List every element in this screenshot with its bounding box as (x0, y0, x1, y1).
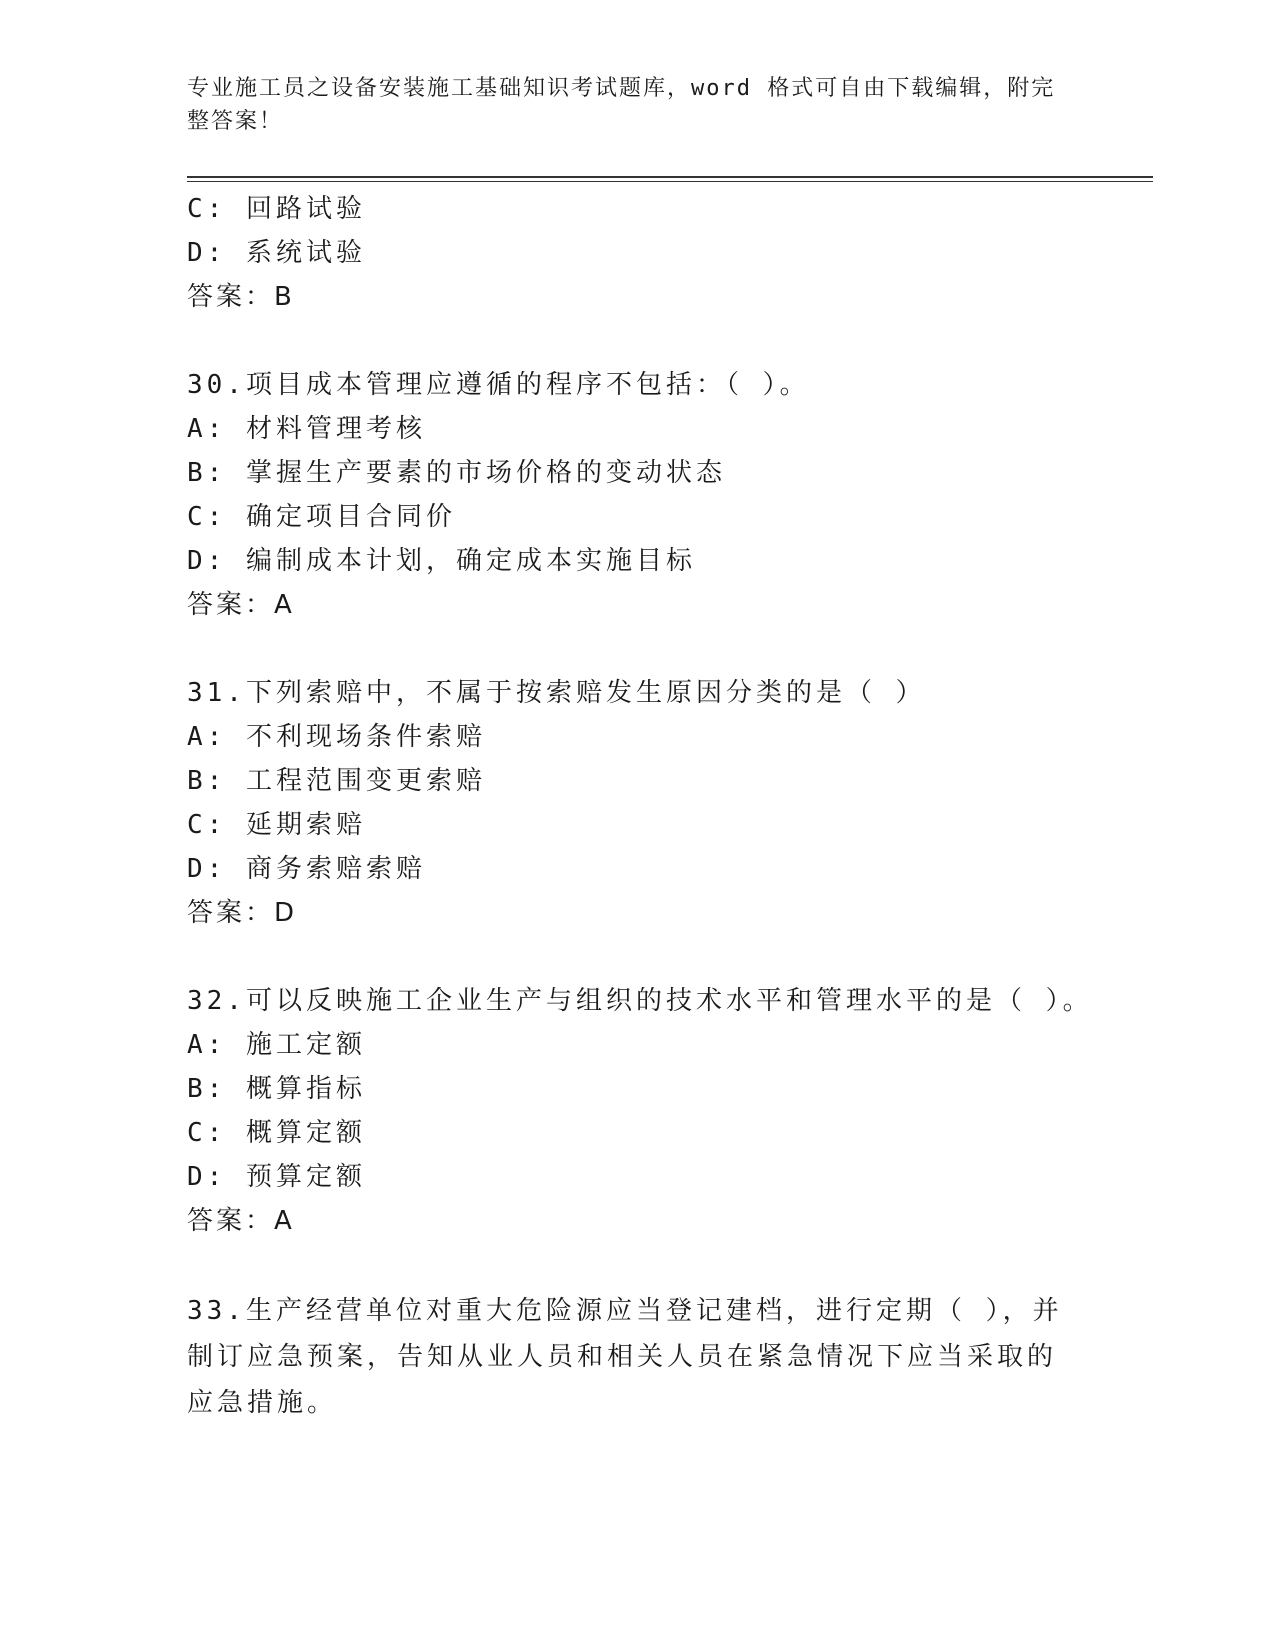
question-30-option-b: B: 掌握生产要素的市场价格的变动状态 (187, 458, 726, 488)
question-31-option-b: B: 工程范围变更索赔 (187, 766, 486, 796)
header-divider-thin (187, 181, 1153, 182)
question-32-option-c: C: 概算定额 (187, 1118, 366, 1148)
question-30-option-a: A: 材料管理考核 (187, 414, 426, 444)
question-30-answer: 答案：A (187, 590, 295, 620)
question-31-option-a: A: 不利现场条件索赔 (187, 722, 486, 752)
question-32-stem: 32.可以反映施工企业生产与组织的技术水平和管理水平的是（ ）。 (187, 986, 1093, 1016)
header-divider-thick (187, 176, 1153, 178)
question-32-option-a: A: 施工定额 (187, 1030, 366, 1060)
document-header: 专业施工员之设备安装施工基础知识考试题库，word 格式可自由下载编辑，附完整答案！ (187, 76, 1056, 134)
option-d: D: 系统试验 (187, 238, 366, 268)
question-32-option-d: D: 预算定额 (187, 1162, 366, 1192)
option-c: C: 回路试验 (187, 194, 366, 224)
question-32-option-b: B: 概算指标 (187, 1074, 366, 1104)
question-32-answer: 答案：A (187, 1206, 295, 1236)
question-33-stem: 33.生产经营单位对重大危险源应当登记建档，进行定期（ ），并制订应急预案，告知从业人员和相关人员在紧急情况下应当采取的应急措施。 (187, 1296, 1063, 1418)
question-30-option-d: D: 编制成本计划，确定成本实施目标 (187, 546, 696, 576)
question-30-option-c: C: 确定项目合同价 (187, 502, 456, 532)
question-31-stem: 31.下列索赔中，不属于按索赔发生原因分类的是（ ） (187, 678, 926, 708)
question-31-option-c: C: 延期索赔 (187, 810, 366, 840)
question-31-option-d: D: 商务索赔索赔 (187, 854, 426, 884)
answer-line: 答案：B (187, 282, 295, 312)
question-30-stem: 30.项目成本管理应遵循的程序不包括：（ ）。 (187, 370, 810, 400)
question-31-answer: 答案：D (187, 898, 298, 928)
